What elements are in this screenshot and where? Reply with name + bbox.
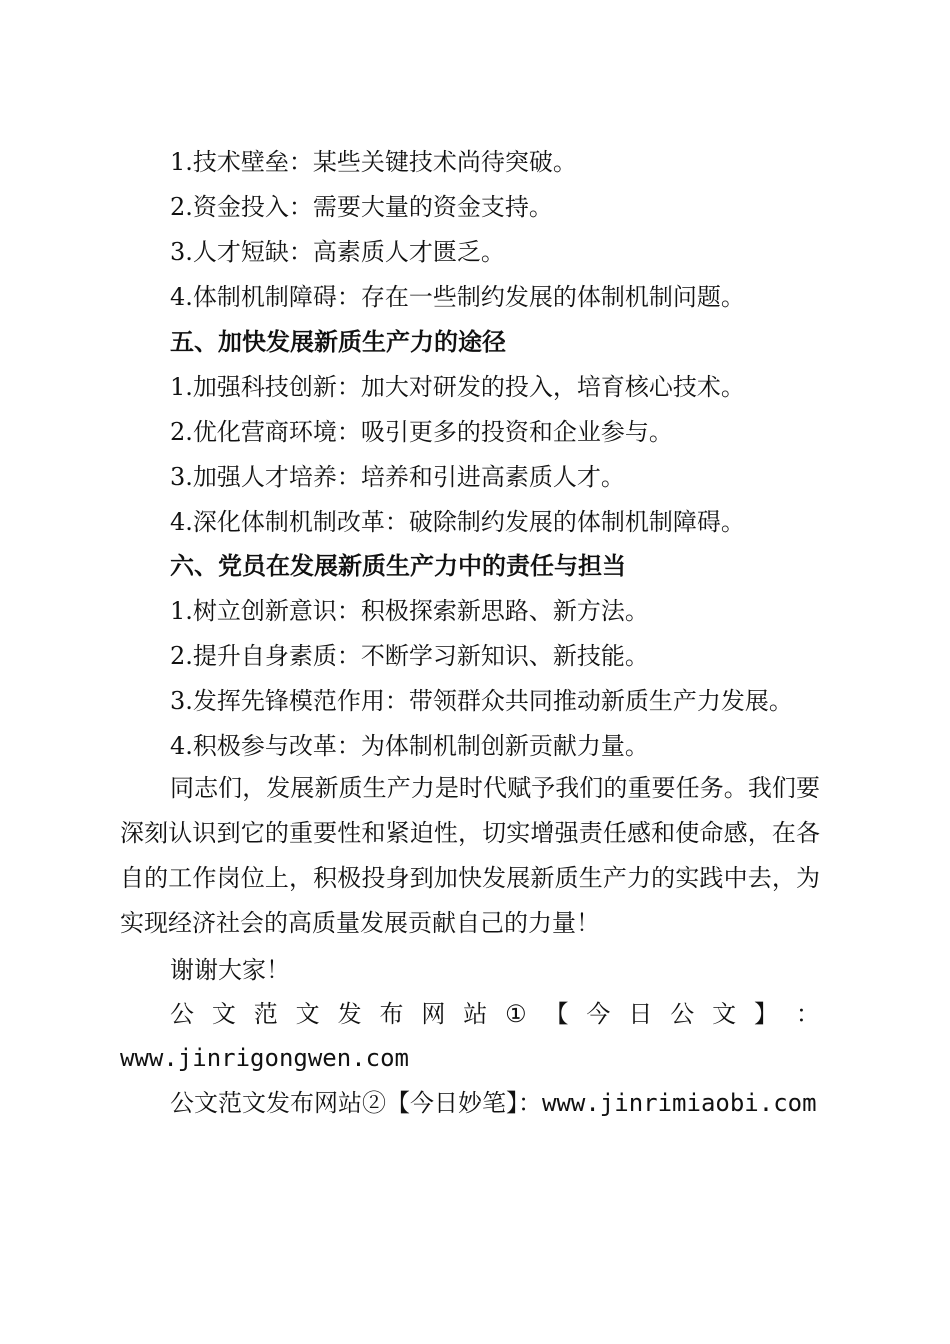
footer-char: 今: [586, 1000, 611, 1028]
footer-char: ①: [505, 1000, 527, 1028]
footer-site2-url: www.jinrimiaobi.com: [542, 1089, 817, 1117]
footer-char: 范: [253, 1000, 278, 1028]
list-item: 3.加强人才培养：培养和引进高素质人才。: [170, 463, 625, 491]
list-item: 1.树立创新意识：积极探索新思路、新方法。: [170, 597, 649, 625]
footer-char: 公: [670, 1000, 695, 1028]
list-item: 4.深化体制机制改革：破除制约发展的体制机制障碍。: [170, 508, 745, 536]
list-item: 2.优化营商环境：吸引更多的投资和企业参与。: [170, 418, 673, 446]
footer-char: 文: [295, 1000, 320, 1028]
footer-char: 【: [544, 1000, 569, 1028]
list-item: 4.体制机制障碍：存在一些制约发展的体制机制问题。: [170, 283, 745, 311]
footer-site2: [170, 1088, 817, 1118]
footer-char: 网: [421, 1000, 446, 1028]
list-item: 2.提升自身素质：不断学习新知识、新技能。: [170, 642, 649, 670]
thanks-line: 谢谢大家！: [170, 956, 290, 984]
closing-paragraph: 同志们，发展新质生产力是时代赋予我们的重要任务。我们要深刻认识到它的重要性和紧迫性，切实增强责任感和使命感，在各自的工作岗位上，积极投身到加快发展新质生产力的实践中去，为实现经济社会的高质量发展贡献自己的力量！: [120, 774, 820, 937]
list-item: 2.资金投入：需要大量的资金支持。: [170, 193, 553, 221]
footer-char: 站: [463, 1000, 488, 1028]
footer-char: 文: [211, 1000, 236, 1028]
list-item: 1.加强科技创新：加大对研发的投入，培育核心技术。: [170, 373, 745, 401]
list-item: 1.技术壁垒：某些关键技术尚待突破。: [170, 148, 577, 176]
footer-site1-url: www.jinrigongwen.com: [120, 1044, 409, 1072]
section-heading: 六、党员在发展新质生产力中的责任与担当: [170, 552, 626, 580]
footer-char: 公: [170, 1000, 194, 1028]
footer-char: 文: [712, 1000, 737, 1028]
footer-site1-label: [170, 999, 820, 1029]
list-item: 3.人才短缺：高素质人才匮乏。: [170, 238, 505, 266]
list-item: 3.发挥先锋模范作用：带领群众共同推动新质生产力发展。: [170, 687, 793, 715]
footer-char: 日: [628, 1000, 653, 1028]
footer-char: 发: [337, 1000, 362, 1028]
footer-site2-label: 公文范文发布网站②【今日妙笔】：: [170, 1089, 542, 1117]
footer-char: 布: [379, 1000, 404, 1028]
footer-char: 】: [753, 1000, 778, 1028]
footer-char: ：: [795, 1000, 820, 1028]
section-heading: 五、加快发展新质生产力的途径: [170, 328, 506, 356]
list-item: 4.积极参与改革：为体制机制创新贡献力量。: [170, 732, 649, 760]
